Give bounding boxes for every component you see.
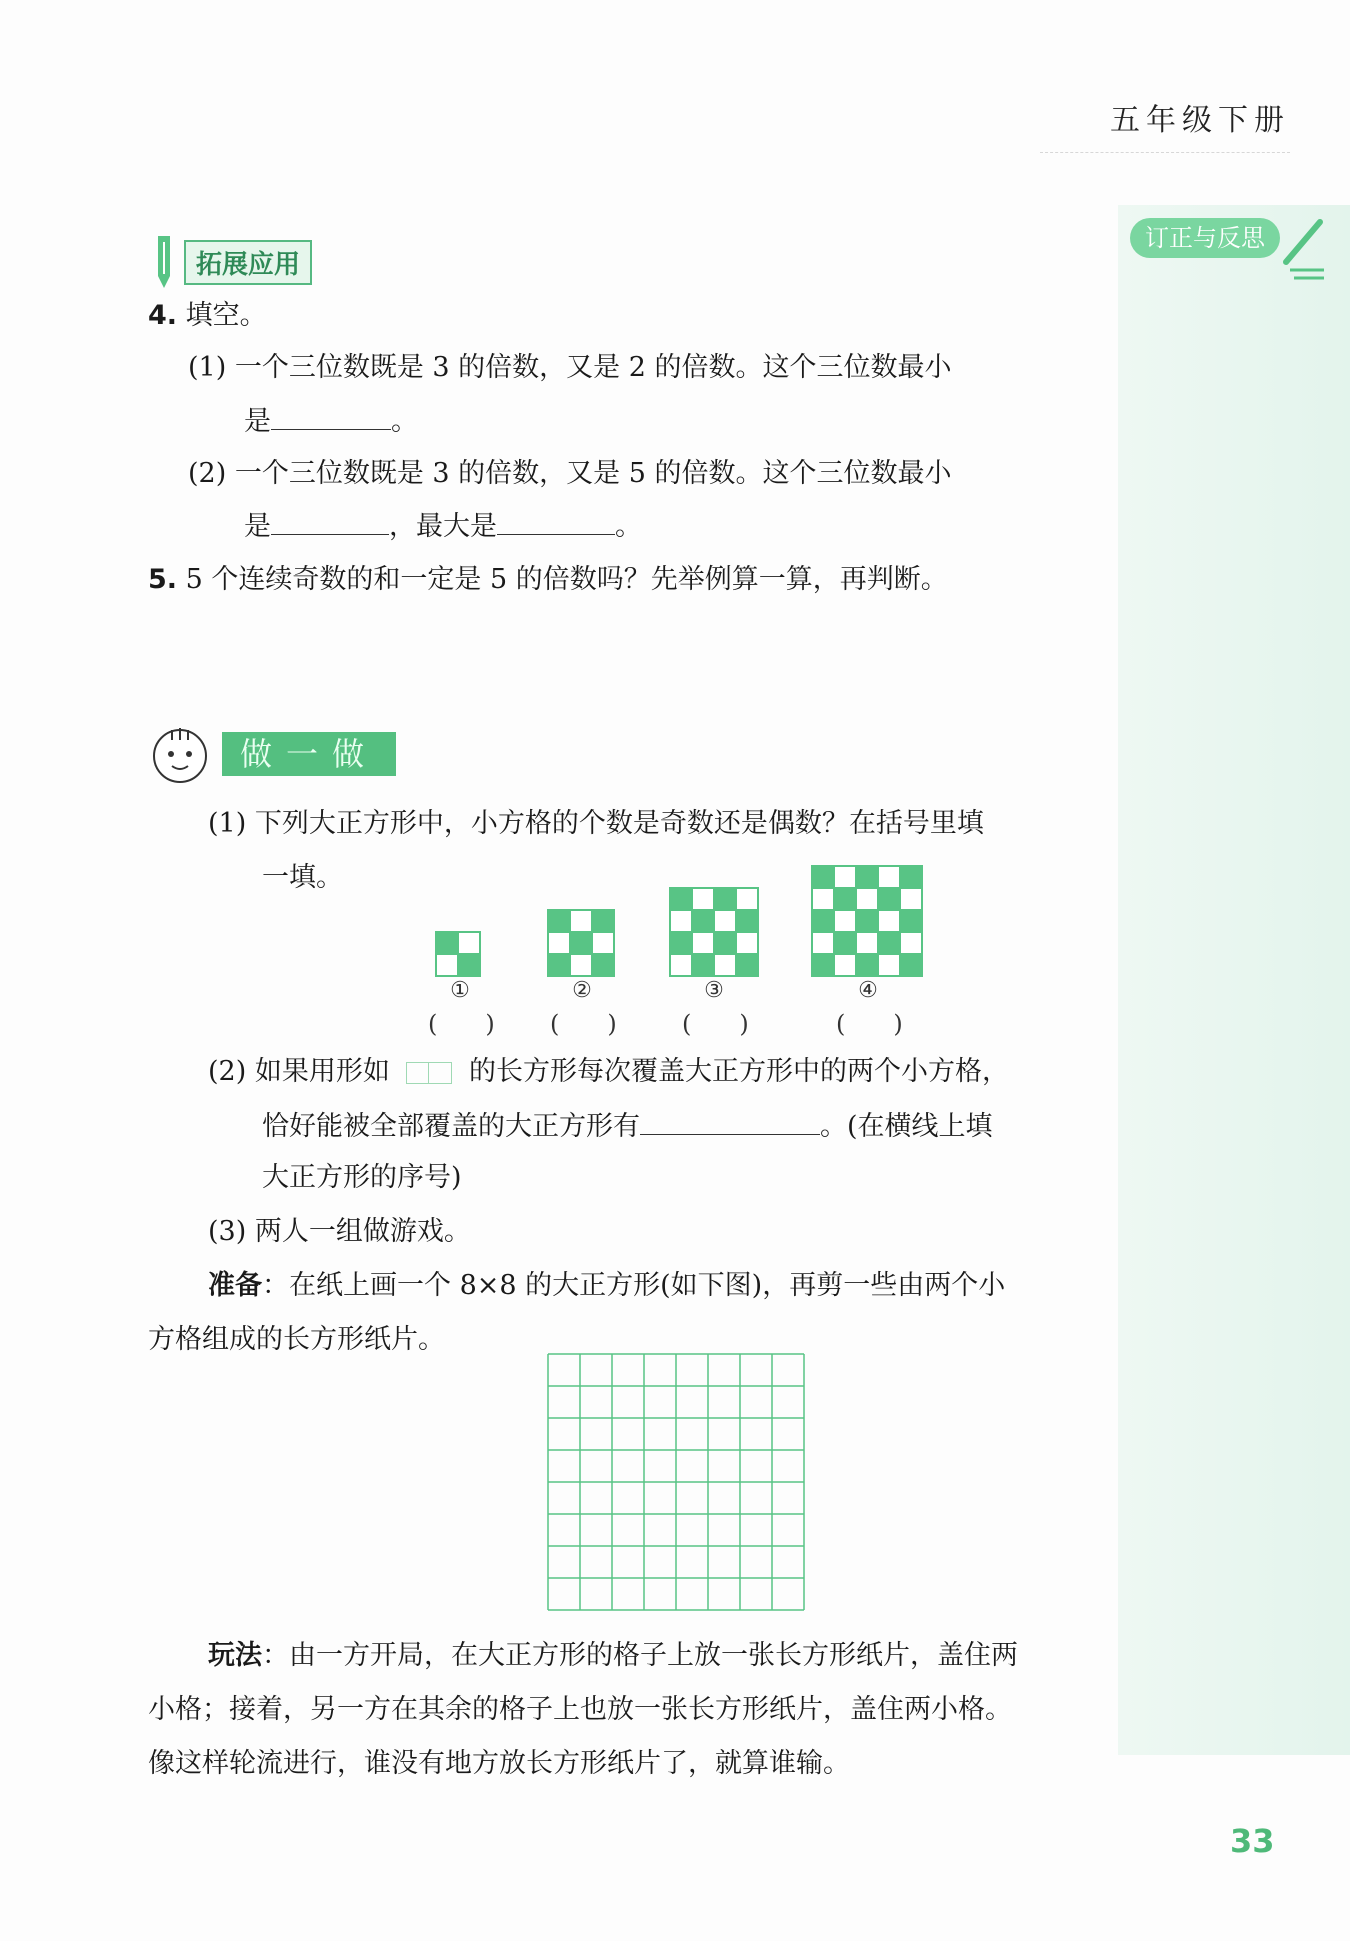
grid-cell xyxy=(900,866,922,888)
grid-cell xyxy=(834,888,856,910)
do-item2-answer-blank[interactable] xyxy=(640,1106,820,1135)
figure-label-2: ② xyxy=(572,978,592,1003)
grid-cell xyxy=(812,910,834,932)
do-item2-line1 xyxy=(208,1052,1009,1092)
q4-p2-mid: ，最大是 xyxy=(389,511,497,542)
grid-cell xyxy=(812,932,834,954)
grid-cell xyxy=(714,910,736,932)
grid-cell xyxy=(856,910,878,932)
play-line3: 像这样轮流进行，谁没有地方放长方形纸片了，就算谁输。 xyxy=(148,1748,850,1779)
play-text-1: ：由一方开局，在大正方形的格子上放一张长方形纸片，盖住两 xyxy=(262,1640,1018,1671)
do-item2-text-b: 的长方形每次覆盖大正方形中的两个小方格， xyxy=(469,1056,1010,1087)
pen-icon xyxy=(1280,212,1330,282)
grid-cell xyxy=(592,932,614,954)
grid-cell xyxy=(834,932,856,954)
play-line2: 小格；接着，另一方在其余的格子上也放一张长方形纸片，盖住两小格。 xyxy=(148,1694,1012,1725)
grid-cell xyxy=(900,888,922,910)
q4-p1-prefix: 是 xyxy=(244,406,271,437)
grid-cell xyxy=(878,888,900,910)
q5-number: 5. xyxy=(148,564,178,595)
grid-cell xyxy=(834,954,856,976)
prep-text-1: ：在纸上画一个 8×8 的大正方形(如下图)，再剪一些由两个小 xyxy=(262,1270,1006,1301)
grid-cell xyxy=(692,910,714,932)
checker-square-3 xyxy=(670,888,758,976)
grid-cell xyxy=(436,932,458,954)
do-item2-line2-b: 。(在横线上填 xyxy=(820,1111,993,1142)
grid-cell xyxy=(878,932,900,954)
grid-cell xyxy=(856,866,878,888)
section-extend-title: 拓展应用 xyxy=(184,240,312,285)
face-icon xyxy=(148,722,212,786)
grade-header: 五年级下册 xyxy=(1110,103,1290,138)
do-item2-line2 xyxy=(262,1106,993,1147)
checker-figures xyxy=(0,852,1350,992)
grid-cell xyxy=(670,910,692,932)
q4-title: 填空。 xyxy=(185,300,267,331)
grid-cell xyxy=(878,866,900,888)
grid-cell xyxy=(592,910,614,932)
grid-cell xyxy=(878,910,900,932)
do-item2-line2-a: 恰好能被全部覆盖的大正方形有 xyxy=(262,1111,640,1142)
grid-cell xyxy=(736,932,758,954)
pencil-icon xyxy=(150,232,176,292)
grid-cell xyxy=(548,954,570,976)
answer-paren-3[interactable]: ( ) xyxy=(682,1010,749,1038)
grid-cell xyxy=(856,932,878,954)
grid-cell xyxy=(548,910,570,932)
do-item2-text-a: (2) 如果用形如 xyxy=(208,1056,390,1087)
q5-line xyxy=(148,560,948,600)
play-label: 玩法 xyxy=(208,1640,262,1671)
domino-shape-icon xyxy=(406,1062,452,1084)
answer-paren-1[interactable]: ( ) xyxy=(428,1010,495,1038)
grid-cell xyxy=(692,888,714,910)
grid-cell xyxy=(812,888,834,910)
figure-label-1: ① xyxy=(450,978,470,1003)
figure-label-4: ④ xyxy=(858,978,878,1003)
grid-cell xyxy=(570,954,592,976)
grid-cell xyxy=(670,932,692,954)
grid-cell xyxy=(458,954,480,976)
grid-cell xyxy=(670,954,692,976)
section-extend-header xyxy=(150,232,312,292)
grid-cell xyxy=(458,932,480,954)
grid-cell xyxy=(900,932,922,954)
grid-cell xyxy=(548,932,570,954)
header-divider xyxy=(1040,152,1290,153)
do-item2-line3: 大正方形的序号) xyxy=(262,1162,462,1193)
review-tab: 订正与反思 xyxy=(1130,218,1280,258)
grid-cell xyxy=(736,910,758,932)
checker-square-4 xyxy=(812,866,922,976)
grid-cell xyxy=(856,954,878,976)
grid-cell xyxy=(692,932,714,954)
grid-cell xyxy=(878,954,900,976)
q4-title-line xyxy=(148,296,267,336)
checker-square-2 xyxy=(548,910,614,976)
grid-cell xyxy=(834,910,856,932)
section-do-title: 做一做 xyxy=(222,732,396,776)
grid-cell xyxy=(592,954,614,976)
answer-paren-2[interactable]: ( ) xyxy=(550,1010,617,1038)
grid-cell xyxy=(714,932,736,954)
grid-cell xyxy=(714,954,736,976)
grid-cell xyxy=(834,866,856,888)
grid-cell xyxy=(570,932,592,954)
do-item3: (3) 两人一组做游戏。 xyxy=(208,1216,471,1247)
q5-text: 5 个连续奇数的和一定是 5 的倍数吗？先举例算一算，再判断。 xyxy=(185,564,948,595)
q4-p2-line2 xyxy=(244,506,642,547)
grid-cell xyxy=(692,954,714,976)
grid-cell xyxy=(670,888,692,910)
grid-cell xyxy=(736,888,758,910)
do-item1-line1: (1) 下列大正方形中，小方格的个数是奇数还是偶数？在括号里填 xyxy=(208,808,984,839)
prep-line1 xyxy=(208,1266,1005,1306)
q4-p1-answer-blank[interactable] xyxy=(271,401,391,430)
q4-p2-line1: (2) 一个三位数既是 3 的倍数，又是 5 的倍数。这个三位数最小 xyxy=(188,458,952,489)
q4-p2-min-blank[interactable] xyxy=(271,506,389,535)
q4-number: 4. xyxy=(148,300,178,331)
q4-p1-line2 xyxy=(244,401,418,442)
grid-cell xyxy=(812,954,834,976)
grid-cell xyxy=(714,888,736,910)
grid-cell xyxy=(900,954,922,976)
prep-line2: 方格组成的长方形纸片。 xyxy=(148,1324,445,1355)
q4-p2-suffix: 。 xyxy=(615,511,642,542)
page-number: 33 xyxy=(1230,1822,1275,1860)
q4-p2-max-blank[interactable] xyxy=(497,506,615,535)
play-line1 xyxy=(208,1636,1018,1676)
figure-label-3: ③ xyxy=(704,978,724,1003)
grid-cell xyxy=(856,888,878,910)
grid-cell xyxy=(900,910,922,932)
grid-cell xyxy=(736,954,758,976)
section-do-header xyxy=(148,722,396,786)
answer-paren-4[interactable]: ( ) xyxy=(836,1010,903,1038)
q4-p1-line1: (1) 一个三位数既是 3 的倍数，又是 2 的倍数。这个三位数最小 xyxy=(188,352,952,383)
grid-cell xyxy=(570,910,592,932)
do-item1-line2: 一填。 xyxy=(262,862,343,893)
q4-p1-suffix: 。 xyxy=(391,406,418,437)
q4-p2-prefix: 是 xyxy=(244,511,271,542)
grid-cell xyxy=(436,954,458,976)
big-square-grid xyxy=(546,1352,806,1612)
grid-cell xyxy=(812,866,834,888)
checker-square-1 xyxy=(436,932,480,976)
prep-label: 准备 xyxy=(208,1270,262,1301)
